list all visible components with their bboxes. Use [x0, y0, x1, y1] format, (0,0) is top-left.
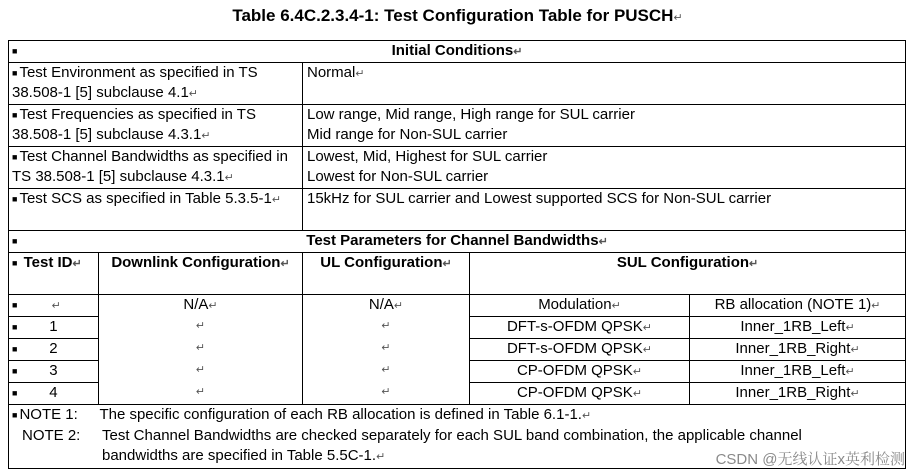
condition-value-line: Mid range for Non-SUL carrier [307, 126, 508, 143]
condition-row [9, 105, 906, 147]
initial-conditions-header: ■ Initial Conditions↵ [9, 41, 906, 63]
column-header-ul: UL Configuration↵ [303, 253, 470, 295]
watermark: CSDN @无线认证x英利检测 [715, 451, 905, 468]
modulation-cell: DFT-s-OFDM QPSK↵ [470, 339, 690, 361]
condition-value [303, 105, 906, 147]
condition-label: ■ Test Channel Bandwidths as specified in TS 38.508-1 [5] subclause 4.3.1↵ [9, 147, 303, 189]
rb-allocation-header: RB allocation (NOTE 1)↵ [690, 295, 906, 317]
subheader-row [9, 295, 906, 317]
condition-value: Normal↵ [303, 63, 906, 105]
note-2-continuation: bandwidths are specified in Table 5.5C-1.↵ [102, 447, 386, 464]
rb-allocation-cell: Inner_1RB_Left↵ [690, 317, 906, 339]
test-id-cell: ■ 4 [9, 383, 99, 405]
test-id-cell: ■ 2 [9, 339, 99, 361]
table-title-text: Table 6.4C.2.3.4-1: Test Configuration Table for PUSCH [232, 6, 674, 25]
downlink-config-cell: N/A↵ ↵ ↵ ↵ ↵ [99, 295, 303, 405]
test-parameters-header-row [9, 231, 906, 253]
condition-row [9, 63, 906, 105]
column-header-row [9, 253, 906, 295]
condition-label: ■ Test Frequencies as specified in TS 38.508-1 [5] subclause 4.3.1↵ [9, 105, 303, 147]
column-header-downlink: Downlink Configuration↵ [99, 253, 303, 295]
note-1: ■ NOTE 1: The specific configuration of each RB allocation is defined in Table 6.1-1.↵ [12, 406, 592, 423]
column-header-sul: SUL Configuration↵ [470, 253, 906, 295]
modulation-cell: CP-OFDM QPSK↵ [470, 361, 690, 383]
table-title [0, 6, 915, 28]
test-parameters-header: ■ Test Parameters for Channel Bandwidths↵ [9, 231, 906, 253]
rb-allocation-cell: Inner_1RB_Right↵ [690, 383, 906, 405]
condition-value: 15kHz for SUL carrier and Lowest supported SCS for Non-SUL carrier [303, 189, 906, 231]
test-id-cell: ■ 1 [9, 317, 99, 339]
condition-label: ■ Test Environment as specified in TS 38.508-1 [5] subclause 4.1↵ [9, 63, 303, 105]
cell-marker-icon: ■ [12, 258, 18, 268]
condition-label: ■ Test SCS as specified in Table 5.3.5-1↵ [9, 189, 303, 231]
ul-config-cell: N/A↵ ↵ ↵ ↵ ↵ [303, 295, 470, 405]
rb-allocation-cell: Inner_1RB_Left↵ [690, 361, 906, 383]
test-id-cell: ■ ↵ [9, 295, 99, 317]
condition-value [303, 147, 906, 189]
condition-value-line: Low range, Mid range, High range for SUL carrier [307, 106, 635, 123]
column-header-test-id: ■ Test ID↵ [9, 253, 99, 295]
initial-conditions-header-row [9, 41, 906, 63]
cell-marker-icon: ■ [12, 46, 18, 56]
condition-value-line: Lowest for Non-SUL carrier [307, 168, 489, 185]
modulation-cell: CP-OFDM QPSK↵ [470, 383, 690, 405]
paragraph-mark-icon: ↵ [673, 12, 683, 24]
condition-row [9, 189, 906, 231]
cell-marker-icon: ■ [12, 236, 18, 246]
test-configuration-table [8, 40, 906, 469]
condition-value-line: Lowest, Mid, Highest for SUL carrier [307, 148, 548, 165]
paragraph-mark-icon: ↵ [513, 46, 523, 58]
rb-allocation-cell: Inner_1RB_Right↵ [690, 339, 906, 361]
cell-marker-icon: ■ [12, 110, 18, 120]
note-2: NOTE 2: Test Channel Bandwidths are checked separately for each SUL band combination, the applicable channel [22, 427, 802, 444]
condition-row [9, 147, 906, 189]
cell-marker-icon: ■ [12, 194, 18, 204]
cell-marker-icon: ■ [12, 68, 18, 78]
test-id-cell: ■ 3 [9, 361, 99, 383]
cell-marker-icon: ■ [12, 152, 18, 162]
modulation-header: Modulation↵ [470, 295, 690, 317]
modulation-cell: DFT-s-OFDM QPSK↵ [470, 317, 690, 339]
